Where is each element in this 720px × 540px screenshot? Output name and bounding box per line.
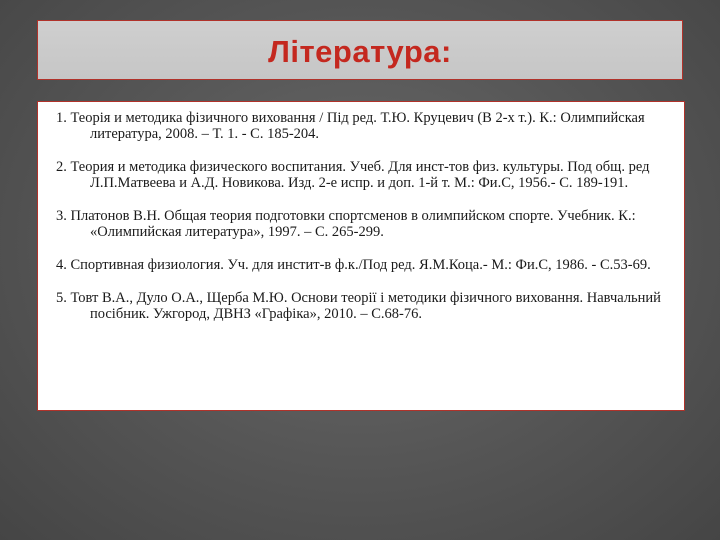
reference-item-4: 4. Спортивная физиология. Уч. для инстит-в ф.к./Под ред. Я.М.Коца.- М.: Фи.С, 1986. - С.53-69. <box>56 257 651 273</box>
reference-item-5: 5. Товт В.А., Дуло О.А., Щерба М.Ю. Основи теорії і методики фізичного виховання. Навчальний посібник. Ужгород, ДВНЗ «Графіка», 2010. – С.68-76. <box>56 290 661 322</box>
slide-title: Література: <box>268 34 452 69</box>
reference-item-3: 3. Платонов В.Н. Общая теория подготовки спортсменов в олимпийском спорте. Учебник. К.: «Олимпийская литература», 1997. – С. 265-299. <box>56 208 636 240</box>
reference-item-1: 1. Теорія и методика фізичного виховання / Під ред. Т.Ю. Круцевич (В 2-х т.). К.: Олимпийская литература, 2008. – Т. 1. - С. 185-204. <box>56 110 645 142</box>
title-box <box>37 20 683 80</box>
references-box <box>37 101 685 411</box>
reference-item-2: 2. Теория и методика физического воспитания. Учеб. Для инст-тов физ. культуры. Под общ. ред Л.П.Матвеева и А.Д. Новикова. Изд. 2-е испр. и доп. 1-й т. М.: Фи.С, 1956.- С. 189-191. <box>56 159 650 191</box>
references-list <box>38 102 684 322</box>
